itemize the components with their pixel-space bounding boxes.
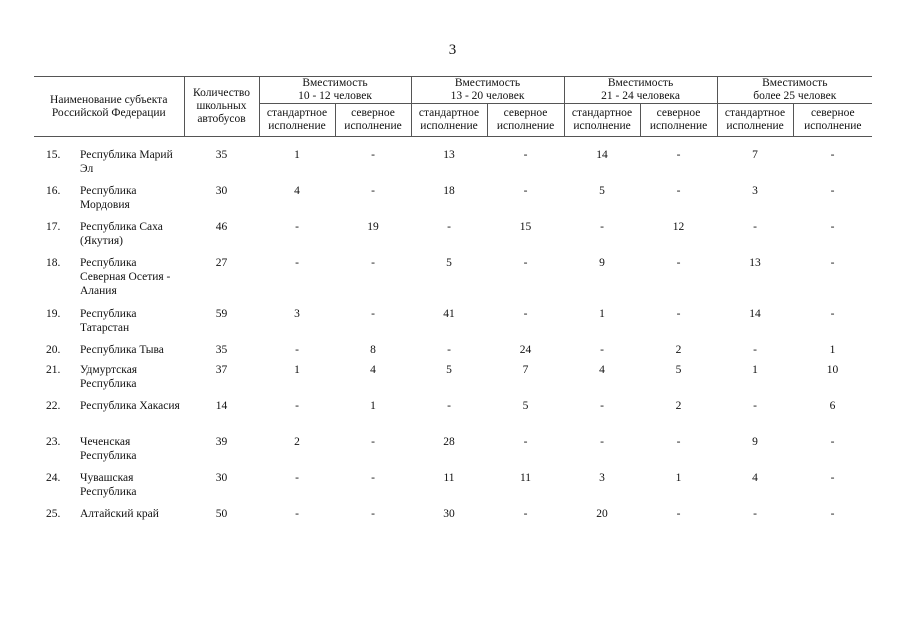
row-number: 15. <box>46 149 61 161</box>
capacity-value: 2 <box>675 400 682 412</box>
subject-name: Республика Северная Осетия - Алания <box>80 257 171 297</box>
subject-name: Чеченская Республика <box>80 436 137 462</box>
capacity-value: - <box>371 308 375 320</box>
capacity-value: 5 <box>675 364 682 376</box>
capacity-value: - <box>523 185 528 197</box>
capacity-value: 13 <box>443 149 455 161</box>
capacity-value: 19 <box>367 221 379 233</box>
table-row <box>34 256 872 307</box>
group-range: 10 - 12 человек <box>298 90 372 102</box>
capacity-value: 14 <box>596 149 608 161</box>
table-row <box>34 148 872 184</box>
capacity-value: 1 <box>370 400 376 412</box>
capacity-value: 6 <box>829 400 836 412</box>
capacity-value: 11 <box>443 472 455 484</box>
subject-name: Чувашская Республика <box>80 472 137 498</box>
data-table <box>34 148 872 527</box>
capacity-value: 12 <box>672 221 685 233</box>
row-number: 24. <box>46 472 61 484</box>
capacity-value: 10 <box>826 364 839 376</box>
capacity-value: 1 <box>752 364 758 376</box>
table-row <box>34 307 872 343</box>
subject-name: Удмуртская Республика <box>80 364 138 390</box>
capacity-value: - <box>676 149 681 161</box>
subject-name: Республика Татарстан <box>80 308 137 334</box>
capacity-value: 11 <box>519 472 532 484</box>
capacity-value: - <box>600 436 604 448</box>
capacity-value: 4 <box>370 364 376 376</box>
sub-north: северное исполнение <box>335 104 411 137</box>
group-title: Вместимость <box>607 77 674 89</box>
page-number: 3 <box>448 42 457 58</box>
sub-north: северное исполнение <box>793 104 872 137</box>
capacity-value: - <box>371 185 375 197</box>
capacity-value: - <box>830 472 835 484</box>
table-row <box>34 435 872 471</box>
table-row <box>34 220 872 256</box>
capacity-value: - <box>447 221 451 233</box>
sub-standard: стандартное исполнение <box>259 104 335 137</box>
capacity-value: - <box>830 185 835 197</box>
capacity-value: 1 <box>829 344 836 356</box>
sub-north: северное исполнение <box>640 104 717 137</box>
capacity-value: - <box>295 400 299 412</box>
row-number: 21. <box>46 364 61 376</box>
bus-count: 46 <box>215 221 228 233</box>
capacity-value: - <box>830 436 835 448</box>
header-group-3 <box>564 77 717 104</box>
sub-standard: стандартное исполнение <box>717 104 793 137</box>
capacity-value: 7 <box>752 149 758 161</box>
subject-name: Алтайский край <box>80 508 159 520</box>
row-number: 20. <box>46 344 61 356</box>
group-title: Вместимость <box>302 77 368 89</box>
capacity-value: 28 <box>443 436 455 448</box>
capacity-value: - <box>371 508 375 520</box>
capacity-value: 1 <box>294 149 300 161</box>
capacity-value: 4 <box>752 472 758 484</box>
capacity-value: - <box>295 472 299 484</box>
sub-standard: стандартное исполнение <box>411 104 487 137</box>
bus-count: 27 <box>215 257 228 269</box>
capacity-value: - <box>371 257 375 269</box>
capacity-value: 9 <box>599 257 605 269</box>
bus-count: 50 <box>215 508 228 520</box>
capacity-value: - <box>295 257 299 269</box>
row-number: 23. <box>46 436 61 448</box>
capacity-value: 24 <box>519 344 532 356</box>
capacity-value: - <box>676 308 681 320</box>
subject-name: Республика Саха (Якутия) <box>80 221 163 247</box>
capacity-value: - <box>523 257 528 269</box>
capacity-value: - <box>830 508 835 520</box>
row-number: 17. <box>46 221 61 233</box>
header-group-2 <box>411 77 564 104</box>
capacity-value: - <box>295 344 299 356</box>
capacity-value: 5 <box>446 364 452 376</box>
capacity-value: 5 <box>446 257 452 269</box>
capacity-value: 9 <box>752 436 758 448</box>
table-row <box>34 507 872 527</box>
row-number: 18. <box>46 257 61 269</box>
capacity-value: - <box>600 400 604 412</box>
sub-north: северное исполнение <box>487 104 564 137</box>
subject-name: Республика Марий Эл <box>80 149 173 175</box>
capacity-value: - <box>753 221 757 233</box>
capacity-value: 13 <box>749 257 761 269</box>
capacity-value: 2 <box>294 436 300 448</box>
subject-name: Республика Хакасия <box>80 400 180 412</box>
group-range: 21 - 24 человека <box>601 90 680 102</box>
capacity-value: - <box>830 221 835 233</box>
sub-standard: стандартное исполнение <box>564 104 640 137</box>
capacity-value: 30 <box>443 508 455 520</box>
capacity-value: - <box>371 149 375 161</box>
bus-count: 35 <box>215 344 228 356</box>
capacity-value: 4 <box>599 364 605 376</box>
capacity-value: - <box>523 149 528 161</box>
bus-count: 37 <box>215 364 228 376</box>
row-number: 19. <box>46 308 61 320</box>
capacity-value: - <box>447 400 451 412</box>
bus-count: 14 <box>215 400 228 412</box>
capacity-value: - <box>371 436 375 448</box>
bus-count: 30 <box>215 472 228 484</box>
capacity-value: 2 <box>675 344 682 356</box>
capacity-value: - <box>676 257 681 269</box>
capacity-value: - <box>676 508 681 520</box>
header-count: Количество школьных автобусов <box>184 77 259 137</box>
capacity-value: 1 <box>675 472 682 484</box>
header-group-1 <box>259 77 411 104</box>
capacity-value: 3 <box>599 472 605 484</box>
capacity-value: - <box>523 308 528 320</box>
bus-count: 30 <box>215 185 228 197</box>
row-number: 22. <box>46 400 61 412</box>
group-range: 13 - 20 человек <box>450 90 525 102</box>
table-row <box>34 399 872 435</box>
capacity-value: 41 <box>443 308 455 320</box>
subject-name: Республика Мордовия <box>80 185 137 211</box>
bus-count: 59 <box>215 308 228 320</box>
capacity-value: 7 <box>522 364 529 376</box>
group-title: Вместимость <box>454 77 521 89</box>
capacity-value: - <box>830 257 835 269</box>
capacity-value: - <box>600 344 604 356</box>
group-range: более 25 человек <box>753 90 837 102</box>
capacity-value: - <box>295 221 299 233</box>
table-row <box>34 471 872 507</box>
capacity-value: 5 <box>522 400 529 412</box>
table-row <box>34 184 872 220</box>
table-header <box>34 76 872 137</box>
capacity-value: 18 <box>443 185 455 197</box>
table-row <box>34 343 872 363</box>
capacity-value: 1 <box>599 308 605 320</box>
capacity-value: - <box>523 436 528 448</box>
capacity-value: - <box>753 400 757 412</box>
capacity-value: 15 <box>519 221 532 233</box>
row-number: 16. <box>46 185 61 197</box>
capacity-value: 20 <box>596 508 608 520</box>
capacity-value: - <box>830 149 835 161</box>
capacity-value: - <box>295 508 299 520</box>
header-subject: Наименование субъекта Российской Федерации <box>34 77 184 137</box>
capacity-value: 1 <box>294 364 300 376</box>
capacity-value: 14 <box>749 308 761 320</box>
capacity-value: - <box>830 308 835 320</box>
capacity-value: - <box>523 508 528 520</box>
capacity-value: 3 <box>752 185 758 197</box>
capacity-value: 4 <box>294 185 300 197</box>
capacity-value: - <box>676 436 681 448</box>
table-row <box>34 363 872 399</box>
capacity-value: 5 <box>599 185 605 197</box>
header-group-4 <box>717 77 872 104</box>
group-title: Вместимость <box>762 77 828 89</box>
capacity-value: 8 <box>370 344 376 356</box>
capacity-value: 3 <box>294 308 300 320</box>
capacity-value: - <box>753 508 757 520</box>
subject-name: Республика Тыва <box>80 344 164 356</box>
capacity-value: - <box>371 472 375 484</box>
bus-count: 39 <box>215 436 228 448</box>
row-number: 25. <box>46 508 61 520</box>
bus-count: 35 <box>215 149 228 161</box>
capacity-value: - <box>600 221 604 233</box>
capacity-value: - <box>753 344 757 356</box>
capacity-value: - <box>447 344 451 356</box>
capacity-value: - <box>676 185 681 197</box>
